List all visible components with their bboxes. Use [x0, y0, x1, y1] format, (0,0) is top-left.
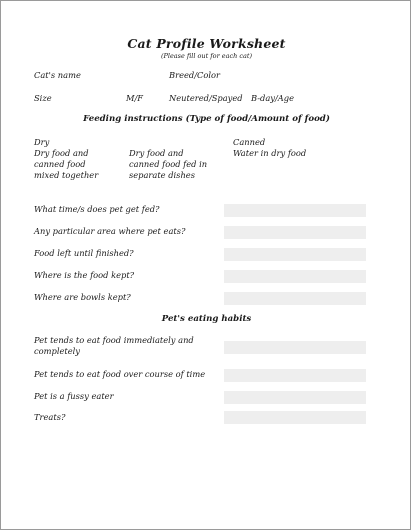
answer-field[interactable] [224, 292, 366, 305]
habit-answer-field[interactable] [224, 411, 366, 424]
option-water-in-dry: Water in dry food [233, 148, 307, 158]
habit-label: Treats? [34, 412, 66, 422]
habit-label: Pet is a fussy eater [34, 391, 114, 401]
habit-label: Pet tends to eat food immediately and completely [34, 335, 194, 356]
habit-answer-field[interactable] [224, 369, 366, 382]
question-label: Where is the food kept? [34, 270, 135, 280]
option-mixed-line-1: Dry food and [34, 148, 89, 158]
habit-label: Pet tends to eat food over course of time [34, 369, 206, 379]
worksheet-subtitle: (Please fill out for each cat) [160, 52, 253, 60]
question-label: Any particular area where pet eats? [34, 226, 186, 236]
eating-habits-heading: Pet's eating habits [161, 314, 252, 324]
worksheet-title: Cat Profile Worksheet [127, 36, 286, 51]
option-separate-line-3: separate dishes [129, 170, 195, 180]
habit-answer-field[interactable] [224, 391, 366, 404]
question-label: Where are bowls kept? [34, 292, 131, 302]
dry-label: Dry [34, 137, 50, 147]
cats-name-label: Cat's name [34, 70, 81, 80]
feeding-instructions-heading: Feeding instructions (Type of food/Amount of food) [83, 114, 330, 124]
answer-field[interactable] [224, 226, 366, 239]
birthday-age-label: B-day/Age [251, 93, 295, 103]
question-label: What time/s does pet get fed? [34, 204, 160, 214]
size-label: Size [34, 93, 52, 103]
sex-label: M/F [126, 93, 144, 103]
option-separate-line-2: canned food fed in [129, 159, 208, 169]
answer-field[interactable] [224, 204, 366, 217]
option-mixed-line-3: mixed together [34, 170, 99, 180]
breed-color-label: Breed/Color [169, 70, 220, 80]
question-label: Food left until finished? [34, 248, 134, 258]
option-separate-line-1: Dry food and [129, 148, 184, 158]
option-mixed-line-2: canned food [34, 159, 86, 169]
answer-field[interactable] [224, 270, 366, 283]
answer-field[interactable] [224, 248, 366, 261]
canned-label: Canned [233, 137, 266, 147]
neutered-spayed-label: Neutered/Spayed [169, 93, 243, 103]
habit-answer-field[interactable] [224, 341, 366, 354]
